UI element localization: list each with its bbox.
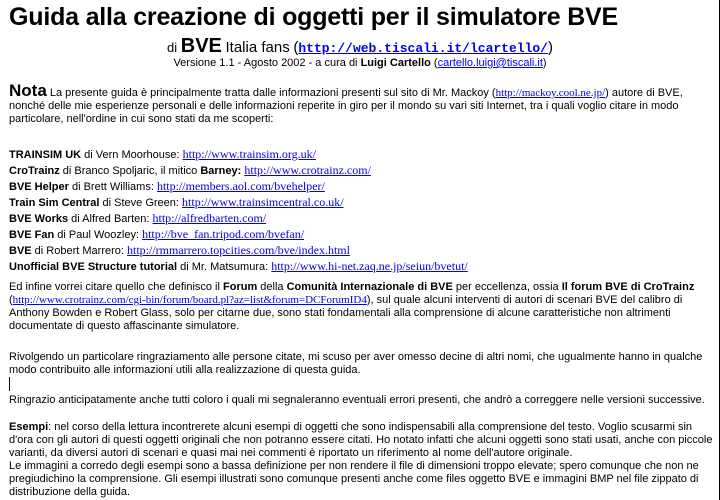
forum-paragraph: Ed infine vorrei citare quello che definisco il Forum della Comunità Internazionale di BVE per eccellenza, ossia Il forum BVE di CroTrainz (http://www.crotrainz.com/cgi-bin/forum/board.pl?az=list&forum=DCForumID4), sul quale alcuni interventi di autori di scenari BVE del calibro di Anthony Bowden e Robert Glass, solo per citarne due, sono stati fondamentali alla comprensione di alcune caratteristiche non altrimenti documentate di questo affascinante simulatore. bbox=[9, 281, 695, 332]
esempi-label: Esempi bbox=[9, 421, 49, 433]
credit-link[interactable]: http://alfredbarten.com/ bbox=[152, 211, 267, 225]
text-cursor bbox=[9, 377, 10, 391]
subtitle-bve: BVE bbox=[180, 35, 222, 57]
mackoy-link[interactable]: http://mackoy.cool.ne.jp/ bbox=[495, 87, 606, 99]
credit-item: CroTrainz di Branco Spoljaric, il mitico Barney: http://www.crotrainz.com/ bbox=[9, 163, 371, 177]
forum-link[interactable]: http://www.crotrainz.com/cgi-bin/forum/board.pl?az=list&forum=DCForumID4 bbox=[12, 294, 367, 306]
errors-paragraph: Ringrazio anticipatamente anche tutti coloro i quali mi segnaleranno eventuali errori presenti, che andrò a correggere nelle versioni successive. bbox=[9, 394, 705, 406]
credit-link[interactable]: http://www.trainsim.org.uk/ bbox=[182, 147, 316, 161]
credit-item: TRAINSIM UK di Vern Moorhouse: http://www.trainsim.org.uk/ bbox=[9, 147, 316, 161]
credit-item: BVE Fan di Paul Woozley: http://bve_fan.tripod.com/bvefan/ bbox=[9, 227, 305, 241]
credit-link[interactable]: http://www.crotrainz.com/ bbox=[244, 163, 371, 177]
thanks-paragraph: Rivolgendo un particolare ringraziamento alle persone citate, mi scuso per aver omesso decine di altri nomi, che ugualmente hanno in qualche modo contribuito alle informazioni utili alla realizzazione di questa guida. bbox=[9, 351, 703, 376]
version-text: Versione 1.1 - Agosto 2002 - a cura di bbox=[173, 57, 358, 69]
subtitle-prefix: di bbox=[167, 40, 178, 55]
site-link[interactable]: http://web.tiscali.it/lcartello/ bbox=[298, 41, 548, 56]
credit-link[interactable]: http://rmmarrero.topcities.com/bve/index.html bbox=[127, 243, 350, 257]
subtitle: di BVE Italia fans (http://web.tiscali.it/lcartello/) bbox=[167, 35, 553, 57]
credit-link[interactable]: http://bve_fan.tripod.com/bvefan/ bbox=[142, 227, 305, 241]
credit-item: BVE di Robert Marrero: http://rmmarrero.topcities.com/bve/index.html bbox=[9, 243, 350, 257]
version-line: Versione 1.1 - Agosto 2002 - a cura di Luigi Cartello (cartello.luigi@tiscali.it) bbox=[173, 57, 547, 69]
credit-link[interactable]: http://www.hi-net.zaq.ne.jp/seiun/bvetut/ bbox=[271, 259, 468, 273]
nota-text: La presente guida è principalmente tratta dalle informazioni presenti sul sito di Mr. Mackoy ( bbox=[46, 87, 496, 99]
page-title: Guida alla creazione di oggetti per il simulatore BVE bbox=[9, 3, 618, 31]
credit-item: BVE Works di Alfred Barten: http://alfredbarten.com/ bbox=[9, 211, 267, 225]
credit-link[interactable]: http://members.aol.com/bvehelper/ bbox=[156, 179, 325, 193]
credit-item: Unofficial BVE Structure tutorial di Mr. Matsumura: http://www.hi-net.zaq.ne.jp/seiun/bvetut/ bbox=[9, 259, 468, 273]
esempi-paragraph: Esempi: nel corso della lettura incontrerete alcuni esempi di oggetti che sono indispensabili alla comprensione del testo. Voglio scusarmi sin d'ora con gli autori di questi oggetti originali che non potranno essere citati. Ho notato infatti che alcuni oggetti sono stati usati, anche con piccole varianti, da diversi autori di scenari e quasi mai nei commenti è riportato un riferimento al nome dell'autore originale. Le immagini a corredo degli esempi sono a bassa definizione per non rendere il file di dimensioni troppo elevate; spero comunque che non ne pregiudichino la comprensione. Gli esempi illustrati sono comunque presenti anche come files oggetto BVE e immagini BMP nel file zippato di distribuzione della guida. bbox=[9, 421, 713, 498]
nota-label: Nota bbox=[9, 81, 47, 100]
nota-text-cont: ) autore di BVE, nonché delle mie esperienze personali e delle informazioni reperite in giro per il mondo su vari siti Internet, tra i quali voglio citare in modo particolare, nell'ordine in cui sono stati da me scoperti: bbox=[9, 87, 683, 125]
credit-item: Train Sim Central di Steve Green: http://www.trainsimcentral.co.uk/ bbox=[9, 195, 344, 209]
author-name: Luigi Cartello bbox=[360, 57, 431, 69]
credits-list bbox=[9, 147, 468, 275]
credit-item: BVE Helper di Brett Williams: http://members.aol.com/bvehelper/ bbox=[9, 179, 325, 193]
author-email-link[interactable]: cartello.luigi@tiscali.it bbox=[437, 57, 543, 69]
nota-paragraph bbox=[9, 81, 714, 126]
credit-link[interactable]: http://www.trainsimcentral.co.uk/ bbox=[182, 195, 344, 209]
subtitle-fans: Italia fans bbox=[225, 39, 290, 56]
